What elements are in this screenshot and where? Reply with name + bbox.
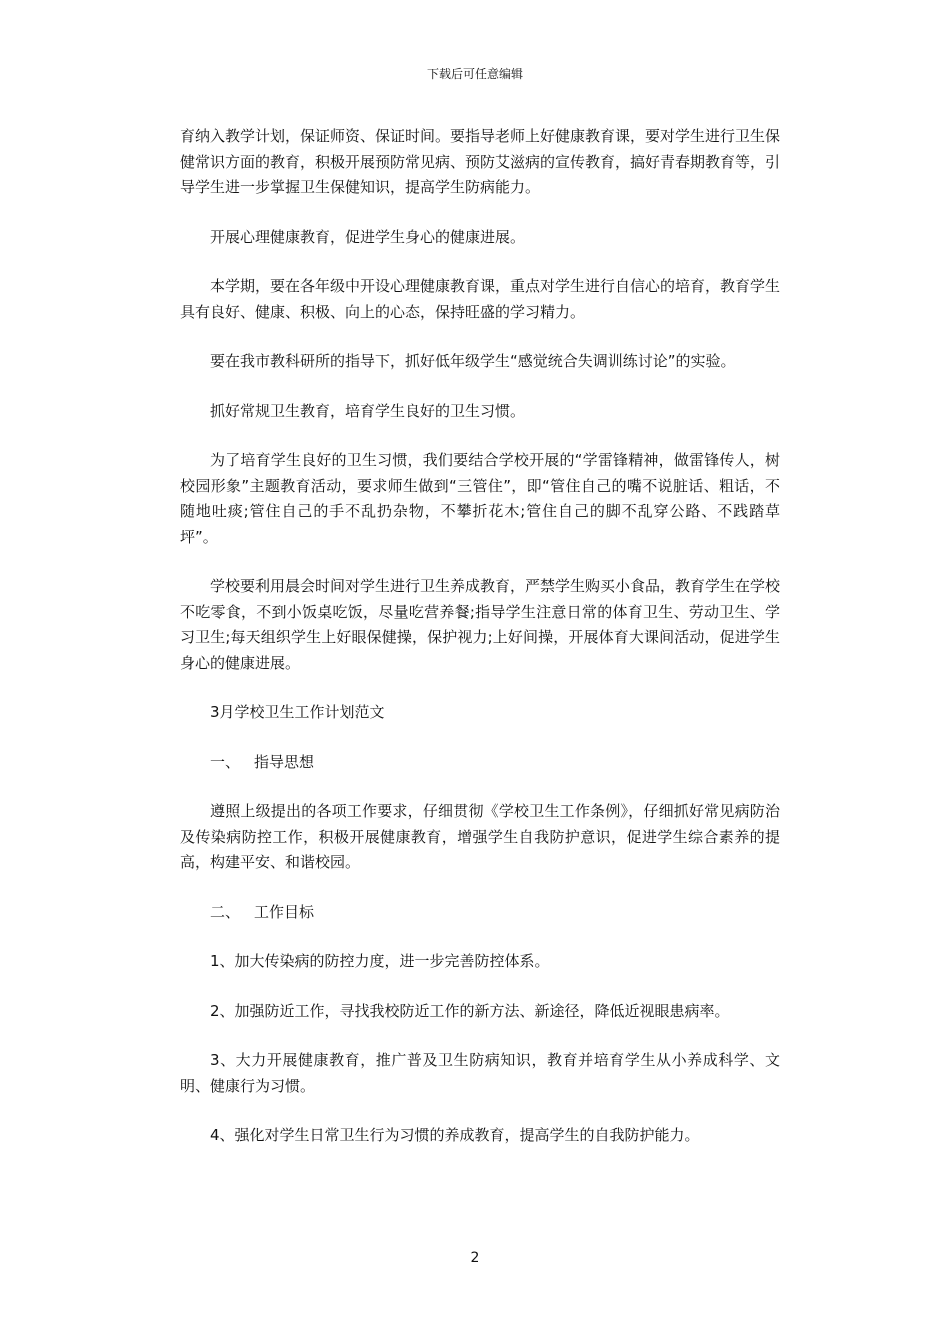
section-heading-work-goals bbox=[180, 900, 780, 926]
section-document-title: 3月学校卫生工作计划范文 bbox=[210, 703, 385, 721]
paragraph-morning-meeting: 学校要利用晨会时间对学生进行卫生养成教育，严禁学生购买小食品，教育学生在学校不吃零食，不到小饭桌吃饭，尽量吃营养餐;指导学生注意日常的体育卫生、劳动卫生、学习卫生;每天组织学生上好眼保健操，保护视力;上好间操，开展体育大课间活动，促进学生身心的健康进展。 bbox=[180, 577, 781, 672]
list-item-goal-2: 2、加强防近工作，寻找我校防近工作的新方法、新途径，降低近视眼患病率。 bbox=[210, 1001, 730, 1020]
paragraph-continued: 育纳入教学计划，保证师资、保证时间。要指导老师上好健康教育课，要对学生进行卫生保健常识方面的教育，积极开展预防常见病、预防艾滋病的宣传教育，搞好青春期教育等，引导学生进一步掌握卫生保健知识，提高学生防病能力。 bbox=[180, 127, 781, 196]
section-number: 二、 bbox=[210, 902, 241, 921]
paragraph-three-controls: 为了培育学生良好的卫生习惯，我们要结合学校开展的“学雷锋精神，做雷锋传人，树校园形象”主题教育活动，要求师生做到“三管住”，即“管住自己的嘴不说脏话、粗话，不随地吐痰;管住自己的手不乱扔杂物，不攀折花木;管住自己的脚不乱穿公路、不践踏草坪”。 bbox=[180, 451, 780, 546]
list-item-goal-4: 4、强化对学生日常卫生行为习惯的养成教育，提高学生的自我防护能力。 bbox=[210, 1126, 700, 1144]
paragraph-mental-health-course: 本学期，要在各年级中开设心理健康教育课，重点对学生进行自信心的培育，教育学生具有良好、健康、积极、向上的心态，保持旺盛的学习精力。 bbox=[180, 277, 781, 321]
section-number: 一、 bbox=[210, 752, 241, 771]
paragraph-hygiene-heading: 抓好常规卫生教育，培育学生良好的卫生习惯。 bbox=[210, 401, 526, 420]
section-title: 指导思想 bbox=[254, 752, 315, 771]
paragraph-experiment: 要在我市教科研所的指导下，抓好低年级学生“感觉统合失调训练讨论”的实验。 bbox=[210, 352, 736, 370]
list-item-goal-3: 3、大力开展健康教育，推广普及卫生防病知识，教育并培育学生从小养成科学、文明、健康行为习惯。 bbox=[180, 1051, 780, 1095]
document-body bbox=[180, 124, 780, 1173]
paragraph-mental-health-heading: 开展心理健康教育，促进学生身心的健康进展。 bbox=[210, 227, 526, 246]
page-number: 2 bbox=[470, 1250, 480, 1266]
paragraph-guiding-thought: 遵照上级提出的各项工作要求，仔细贯彻《学校卫生工作条例》，仔细抓好常见病防治及传染病防控工作，积极开展健康教育，增强学生自我防护意识，促进学生综合素养的提高，构建平安、和谐校园。 bbox=[180, 802, 780, 871]
list-item-goal-1: 1、加大传染病的防控力度，进一步完善防控体系。 bbox=[210, 952, 550, 970]
section-heading-guiding-thought bbox=[180, 750, 780, 776]
page-header: 下载后可任意编辑 bbox=[426, 67, 523, 81]
section-title: 工作目标 bbox=[254, 902, 315, 921]
